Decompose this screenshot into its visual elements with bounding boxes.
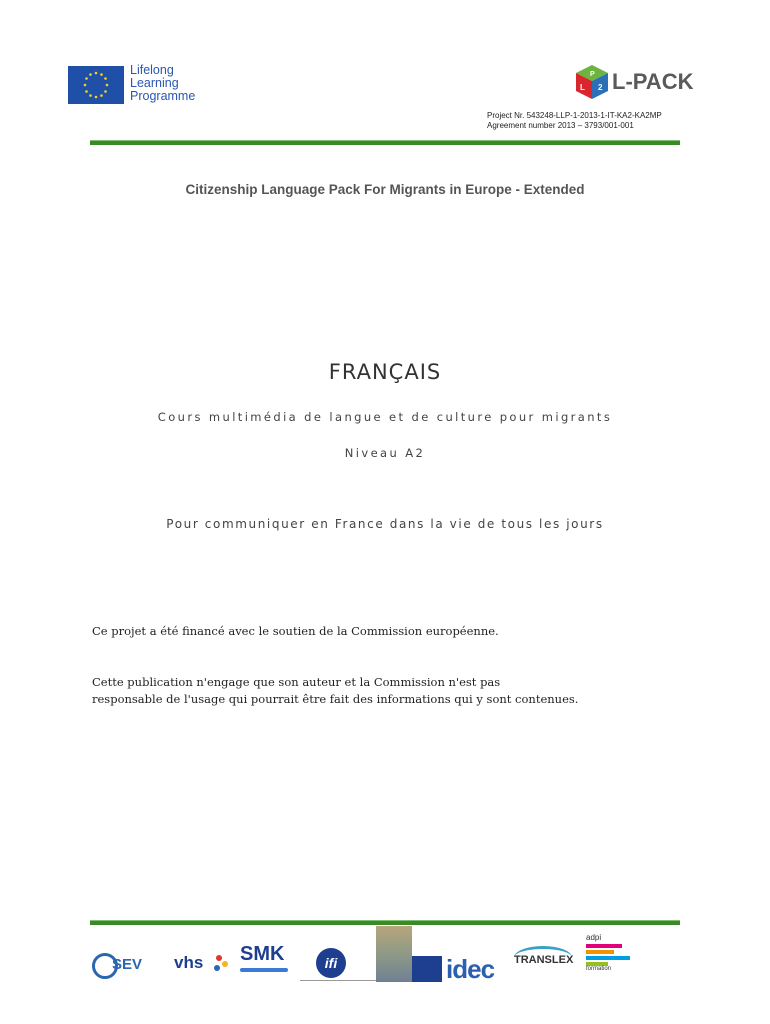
idec-wordmark: idec [446, 954, 495, 984]
project-number: Project Nr. 543248-LLP-1-2013-1-IT-KA2-KA2MP [487, 111, 662, 120]
translex-logo [514, 954, 573, 966]
ifi-wordmark: ifi [324, 955, 338, 971]
clpack-wordmark: L-PACK [612, 69, 694, 94]
level-label: Niveau A2 [344, 446, 426, 460]
cube-letter-p: P [590, 71, 595, 78]
header-divider [90, 140, 680, 145]
partner-photo [376, 926, 412, 982]
smk-logo [240, 943, 284, 966]
vhs-dot-icon [222, 961, 228, 967]
disclaimer-line-1: Cette publication n'engage que son auteur et la Commission n'est pas [92, 675, 501, 689]
ifi-underline [300, 980, 376, 981]
agreement-number: Agreement number 2013 – 3793/001-001 [487, 121, 634, 130]
llp-line-3: Programme [130, 89, 196, 103]
clpack-logo [574, 63, 708, 101]
lifelong-learning-programme-logo [68, 64, 208, 106]
cube-letter-2: 2 [598, 83, 603, 92]
smk-wave-icon [240, 968, 288, 972]
eu-flag-icon [68, 66, 124, 104]
idec-logo [446, 954, 494, 985]
adpi-bar-icon [586, 956, 630, 960]
asev-logo [92, 951, 160, 983]
course-description: Cours multimédia de langue et de culture pour migrants [157, 410, 613, 424]
vhs-dot-icon [216, 955, 222, 961]
llp-line-1: Lifelong [130, 63, 174, 77]
adpi-subtitle: formation [586, 966, 612, 972]
idec-square-icon [412, 956, 442, 982]
ifi-logo [316, 948, 346, 978]
disclaimer [92, 674, 692, 708]
footer-divider [90, 920, 680, 925]
tagline: Pour communiquer en France dans la vie de tous les jours [166, 517, 604, 531]
vhs-wordmark: vhs [174, 953, 204, 972]
cube-letter-l: L [580, 83, 585, 92]
project-subtitle: Citizenship Language Pack For Migrants in Europe - Extended [185, 182, 585, 197]
vhs-dot-icon [214, 965, 220, 971]
project-info [487, 111, 662, 131]
adpi-bar-icon [586, 944, 622, 948]
page-title: FRANÇAIS [328, 360, 442, 384]
adpi-wordmark: adpi [586, 933, 602, 942]
smk-wordmark: SMK [240, 943, 285, 965]
translex-wordmark: TRANSLEX [514, 954, 574, 966]
funding-note: Ce projet a été financé avec le soutien de la Commission européenne. [92, 624, 499, 638]
asev-wordmark: SEV [112, 956, 143, 973]
adpi-bar-icon [586, 950, 614, 954]
vhs-logo [174, 953, 203, 973]
clpack-cube-icon [574, 63, 610, 101]
llp-line-2: Learning [130, 76, 179, 90]
disclaimer-line-2: responsable de l'usage qui pourrait être fait des informations qui y sont contenues. [92, 692, 579, 706]
